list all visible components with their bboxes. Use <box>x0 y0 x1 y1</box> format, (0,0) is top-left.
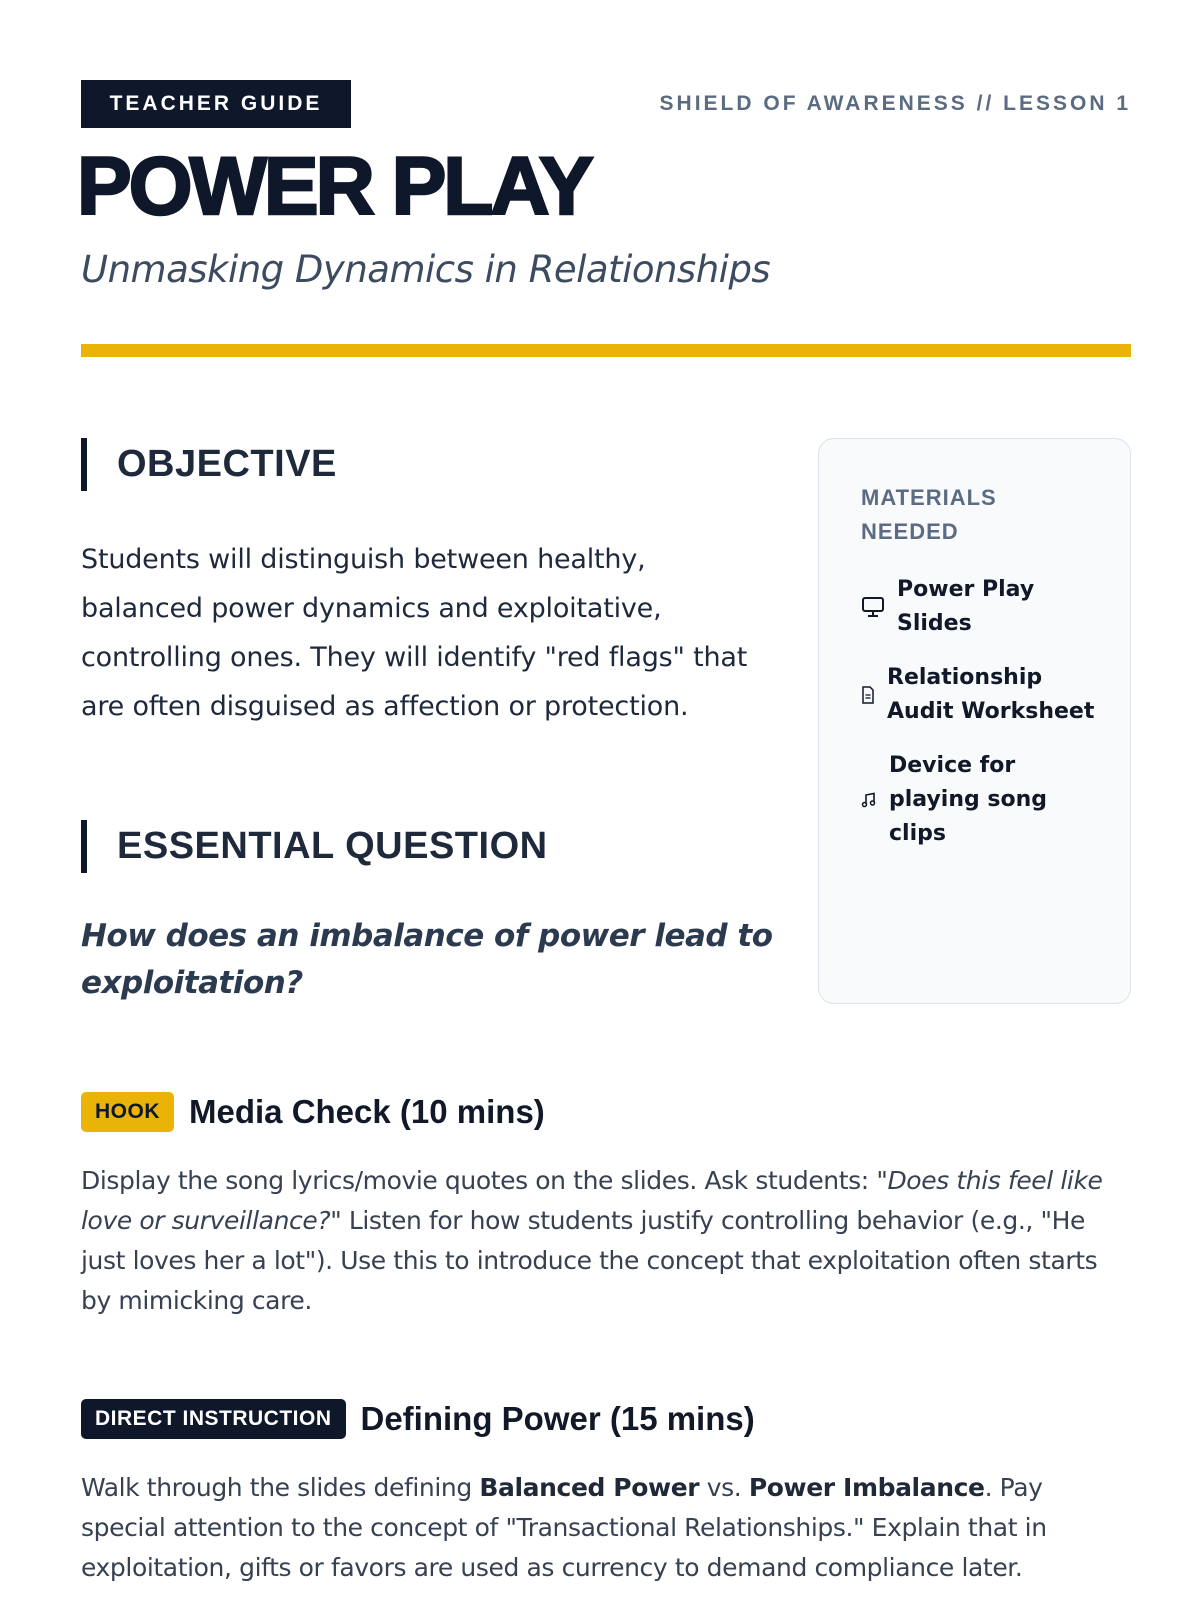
series-lesson-label: SHIELD OF AWARENESS // LESSON 1 <box>659 92 1131 115</box>
hook-text-before: Display the song lyrics/movie quotes on the slides. Ask students: <box>81 1166 877 1195</box>
di-term-power-imbalance: Power Imbalance <box>748 1473 985 1502</box>
material-label: Power Play Slides <box>897 577 1035 636</box>
gold-divider <box>81 344 1131 357</box>
hook-quote: "Does this feel like love or surveillance?" <box>81 1166 1103 1235</box>
essential-question-heading: ESSENTIAL QUESTION <box>81 820 548 873</box>
materials-title: MATERIALS NEEDED <box>861 485 997 544</box>
objective-heading: OBJECTIVE <box>81 438 337 491</box>
direct-instruction-step-title: Defining Power (15 mins) <box>360 1400 755 1437</box>
monitor-icon <box>861 596 885 618</box>
document-icon <box>861 686 875 704</box>
materials-list <box>861 573 1100 851</box>
objective-text: Students will distinguish between healthy, balanced power dynamics and exploitative, controlling ones. They will identify "red flags" that are often disguised as affection or protection. <box>81 544 748 722</box>
di-text-part: Walk through the slides defining <box>81 1473 480 1502</box>
direct-instruction-step-text <box>81 1468 1131 1588</box>
teacher-guide-badge: TEACHER GUIDE <box>81 80 351 128</box>
materials-card <box>818 438 1131 1004</box>
page-title: POWER PLAY <box>77 141 591 232</box>
di-text-part: vs. <box>699 1473 749 1502</box>
page-subtitle: Unmasking Dynamics in Relationships <box>81 248 771 291</box>
material-label: Device for playing song clips <box>889 753 1048 846</box>
hook-text-after: Listen for how students justify controlling behavior (e.g., "He just loves her a lot"). Use this to introduce the concept that exploitation often starts by mimicking care. <box>81 1206 1098 1315</box>
direct-instruction-step-header <box>81 1398 755 1440</box>
direct-instruction-badge: DIRECT INSTRUCTION <box>81 1399 346 1439</box>
essential-question-text: How does an imbalance of power lead to exploitation? <box>81 918 773 1001</box>
header-bar <box>81 80 1131 128</box>
teacher-guide-page <box>77 80 1131 1582</box>
hook-step-text <box>81 1161 1131 1321</box>
hook-step-title: Media Check (10 mins) <box>189 1093 545 1130</box>
material-item <box>861 573 1100 641</box>
di-term-balanced-power: Balanced Power <box>479 1473 700 1502</box>
material-label: Relationship Audit Worksheet <box>887 665 1095 724</box>
material-item <box>861 661 1100 729</box>
material-item <box>861 749 1100 851</box>
music-note-icon <box>861 792 877 808</box>
hook-step-header <box>81 1091 545 1133</box>
hook-badge: HOOK <box>81 1092 174 1132</box>
di-text-part: . Pay special attention to the concept of "Transactional Relationships." Explain that in exploitation, gifts or favors are used as currency to demand compliance later. <box>81 1473 1047 1582</box>
